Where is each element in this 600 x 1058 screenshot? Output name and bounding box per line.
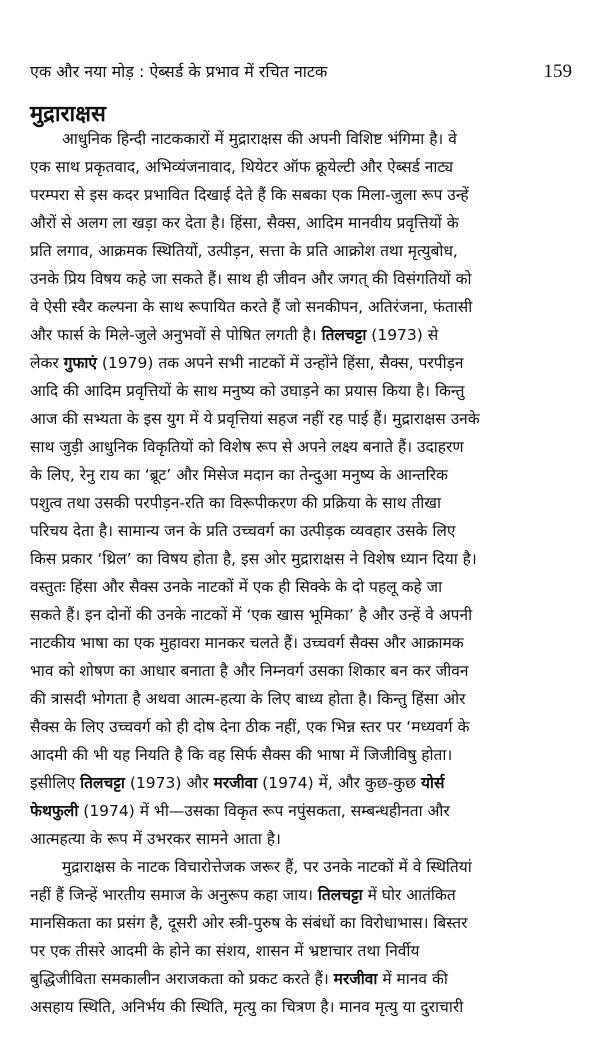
text-line: साथ जुड़ी आधुनिक विकृतियों को विशेष रूप से अपने लक्ष्य बनाते हैं। उदाहरण <box>30 438 464 456</box>
play-title: गुफाएं <box>63 354 97 372</box>
text-run: (1973) और <box>124 774 214 792</box>
text-run: इसीलिए <box>30 774 81 792</box>
text-line: की त्रासदी भोगता है अथवा आत्म-हत्या के लिए बाध्य होता है। किन्तु हिंसा ओर <box>30 690 466 708</box>
text-line <box>30 965 572 993</box>
text-run: नहीं हैं जिन्हें भारतीय समाज के अनुरूप कहा जाय। <box>30 886 318 904</box>
running-title: एक और नया मोड़ : ऐब्सर्ड के प्रभाव में रचित नाटक <box>30 62 328 81</box>
text-line: पर एक तीसरे आदमी के होने का संशय, शासन में भ्रष्टाचार तथा निर्वीय <box>30 942 420 960</box>
text-run: (1979) तक अपने सभी नाटकों में उन्होंने हिंसा, सैक्स, परपीड़न <box>96 354 464 372</box>
text-line: असहाय स्थिति, अनिर्भय की स्थिति, मृत्यु का चित्रण है। मानव मृत्यु या दुराचारी <box>30 998 464 1016</box>
text-line: औरों से अलग ला खड़ा कर देता है। हिंसा, सैक्स, आदिम मानवीय प्रवृत्तियों के <box>30 214 459 232</box>
text-run: (1974) में, और कुछ-कुछ <box>257 774 421 792</box>
play-title: फेथफुली <box>30 802 79 820</box>
text-line <box>30 881 572 909</box>
text-run: लेकर <box>30 354 64 372</box>
text-run: में मानव की <box>377 970 448 988</box>
text-line: पशुत्व तथा उसकी परपीड़न-रति का विरूपीकरण की प्रक्रिया के साथ तीखा <box>30 494 441 512</box>
text-run: और फार्स के मिले-जुले अनुभवों से पोषित लगती है। <box>30 326 322 344</box>
text-line: आधुनिक हिन्दी नाटककारों में मुद्राराक्षस की अपनी विशिष्ट भंगिमा है। वे <box>62 130 457 148</box>
text-line: भाव को शोषण का आधार बनाता है और निम्नवर्ग उसका शिकार बन कर जीवन <box>30 662 469 680</box>
text-line: आज की सभ्यता के इस युग में ये प्रवृत्तियां सहज नहीं रह पाई हैं। मुद्राराक्षस उनके <box>30 410 480 428</box>
text-line: प्रति लगाव, आक्रमक स्थितियों, उत्पीड़न, सत्ता के प्रति आक्रोश तथा मृत्युबोध, <box>30 242 458 260</box>
text-line: वस्तुतः हिंसा और सैक्स उनके नाटकों में एक ही सिक्के के दो पहलू कहे जा <box>30 578 443 596</box>
text-line: वे ऐसी स्वैर कल्पना के साथ रूपायित करते हैं जो सनकीपन, अतिरंजना, फंतासी <box>30 298 473 316</box>
play-title: तिलचट्टा <box>317 886 363 904</box>
text-line: आदि की आदिम प्रवृत्तियों के साथ मनुष्य को उघाड़ने का प्रयास किया है। किन्तु <box>30 382 465 400</box>
play-title: तिलचट्टा <box>80 774 125 792</box>
text-line: आदमी की भी यह नियति है कि वह सिर्फ सैक्स की भाषा में जिजीविषु होता। <box>30 746 453 764</box>
text-line <box>30 349 572 377</box>
text-line: परम्परा से इस कदर प्रभावित दिखाई देते हैं कि सबका एक मिला-जुला रूप उन्हें <box>30 186 469 204</box>
text-line: उनके प्रिय विषय कहे जा सकते हैं। साथ ही जीवन और जगत् की विसंगतियों को <box>30 270 472 288</box>
text-run: में घोर आतंकित <box>362 886 456 904</box>
text-line: के लिए, रेनु राय का ‘ब्रूट’ और मिसेज मदान का तेन्दुआ मनुष्य के आन्तरिक <box>30 466 448 484</box>
text-run: (1974) में भी—उसका विकृत रूप नपुंसकता, सम्बन्धहीनता और <box>78 802 450 820</box>
text-line: एक साथ प्रकृतवाद, अभिव्यंजनावाद, थियेटर ऑफ क्रूयेल्टी और ऐब्सर्ड नाट्य <box>30 158 454 176</box>
text-line <box>30 321 572 349</box>
text-line <box>30 769 572 797</box>
play-title: तिलचट्टा <box>321 326 367 344</box>
text-run: (1973) से <box>366 326 439 344</box>
text-run: बुद्धिजीविता समकालीन अराजकता को प्रकट करते हैं। <box>30 970 334 988</box>
text-line: मुद्राराक्षस के नाटक विचारोत्तेजक जरूर हैं, पर उनके नाटकों में वे स्थितियां <box>62 858 472 876</box>
running-head <box>30 60 572 90</box>
page-number: 159 <box>543 61 572 82</box>
play-title: योर्स <box>420 774 445 792</box>
text-line: आत्महत्या के रूप में उभरकर सामने आता है। <box>30 830 281 848</box>
text-line: सकते हैं। इन दोनों की उनके नाटकों में ‘एक खास भूमिका’ है और उन्हें वे अपनी <box>30 606 473 624</box>
play-title: मरजीवा <box>333 970 378 988</box>
text-line: नाटकीय भाषा का एक मुहावरा मानकर चलते हैं। उच्चवर्ग सैक्स और आक्रामक <box>30 634 464 652</box>
text-line: मानसिकता का प्रसंग है, दूसरी ओर स्त्री-पुरुष के संबंधों का विरोधाभास। बिस्तर <box>30 914 468 932</box>
play-title: मरजीवा <box>213 774 258 792</box>
text-line: किस प्रकार ‘थ्रिल’ का विषय होता है, इस ओर मुद्राराक्षस ने विशेष ध्यान दिया है। <box>30 550 477 568</box>
text-line: सैक्स के लिए उच्चवर्ग को ही दोष देना ठीक नहीं, एक भिन्न स्तर पर ‘मध्यवर्ग के <box>30 718 470 736</box>
text-line <box>30 797 572 825</box>
section-heading: मुद्राराक्षस <box>30 102 106 127</box>
text-line: परिचय देता है। सामान्य जन के प्रति उच्चवर्ग का उत्पीड़क व्यवहार उसके लिए <box>30 522 456 540</box>
